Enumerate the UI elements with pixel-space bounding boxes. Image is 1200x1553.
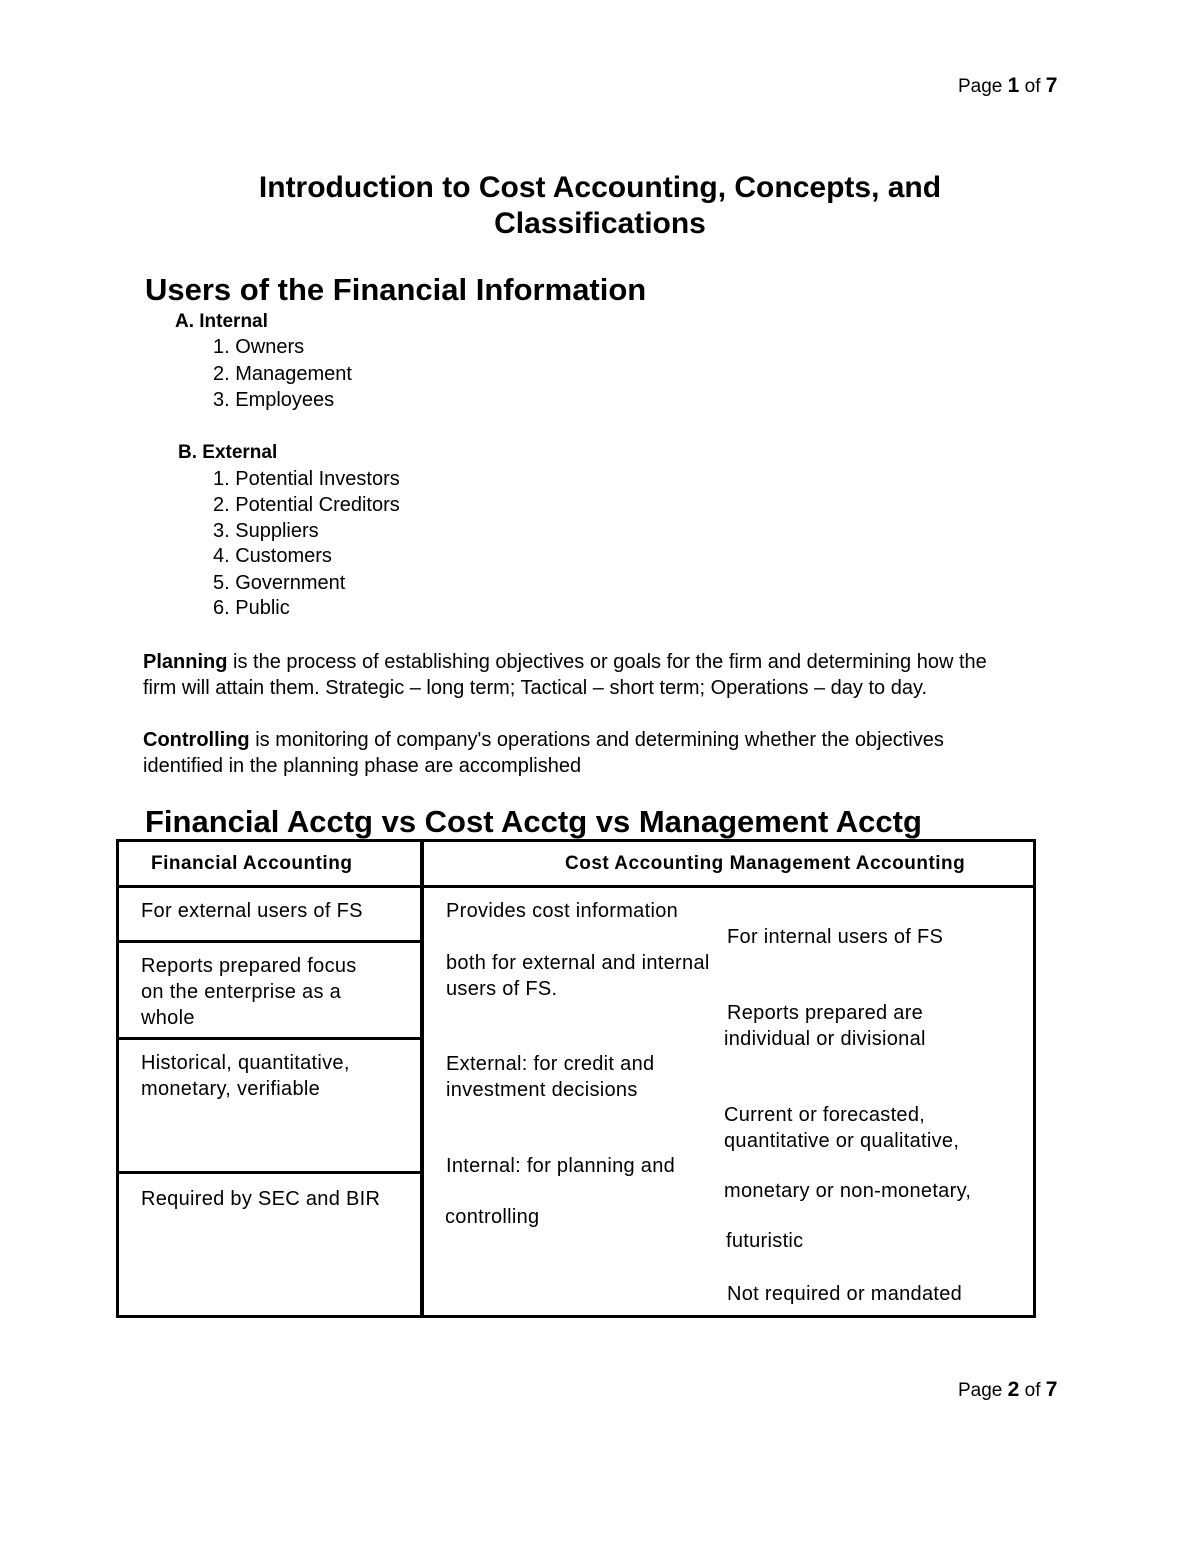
document-title: Introduction to Cost Accounting, Concepts, and Classifications	[258, 171, 942, 240]
external-item-2: 2. Potential Creditors	[213, 494, 400, 516]
internal-item-2: 2. Management	[213, 363, 352, 385]
internal-item-1: 1. Owners	[213, 336, 305, 358]
mgmt-line-6: monetary or non-monetary,	[724, 1180, 972, 1202]
external-item-1: 1. Potential Investors	[213, 468, 400, 490]
row-divider-3	[116, 1171, 422, 1174]
external-item-4: 4. Customers	[213, 545, 332, 567]
financial-cell-3: Historical, quantitative, monetary, verifiable	[141, 1052, 350, 1100]
cost-line-3: users of FS.	[446, 978, 558, 1000]
mgmt-line-2: Reports prepared are	[727, 1002, 924, 1024]
header-cost-management: Cost Accounting Management Accounting	[565, 853, 966, 874]
mgmt-line-8: Not required or mandated	[727, 1283, 963, 1305]
financial-cell-4: Required by SEC and BIR	[141, 1188, 381, 1210]
header-divider	[116, 885, 1036, 888]
external-item-3: 3. Suppliers	[213, 520, 319, 542]
mgmt-line-7: futuristic	[726, 1230, 804, 1252]
external-item-5: 5. Government	[213, 572, 346, 594]
external-label: B. External	[178, 442, 278, 463]
internal-label: A. Internal	[175, 311, 268, 332]
mgmt-line-4: Current or forecasted,	[724, 1104, 926, 1126]
financial-cell-1: For external users of FS	[141, 900, 363, 922]
column-divider	[420, 839, 424, 1318]
users-heading: Users of the Financial Information	[145, 272, 647, 307]
external-item-6: 6. Public	[213, 597, 290, 619]
internal-item-3: 3. Employees	[213, 389, 335, 411]
controlling-paragraph: Controlling is monitoring of company's operations and determining whether the objectives identified in the planning phase are accomplished	[143, 729, 944, 777]
page-number-bottom: Page 2 of 7	[958, 1378, 1058, 1401]
cost-line-7: controlling	[445, 1206, 540, 1228]
mgmt-line-1: For internal users of FS	[727, 926, 944, 948]
comparison-heading: Financial Acctg vs Cost Acctg vs Management Acctg	[145, 804, 922, 839]
cost-line-6: Internal: for planning and	[446, 1155, 676, 1177]
page-number-top: Page 1 of 7	[958, 74, 1058, 97]
row-divider-2	[116, 1037, 422, 1040]
financial-cell-2: Reports prepared focus on the enterprise as a whole	[141, 955, 357, 1029]
mgmt-line-5: quantitative or qualitative,	[724, 1130, 960, 1152]
row-divider-1	[116, 940, 422, 943]
cost-line-1: Provides cost information	[446, 900, 679, 922]
cost-line-4: External: for credit and	[446, 1053, 655, 1075]
planning-paragraph: Planning is the process of establishing objectives or goals for the firm and determining how the firm will attain them. Strategic – long term; Tactical – short term; Operations – day to day.	[143, 651, 987, 699]
header-financial: Financial Accounting	[151, 853, 353, 874]
cost-line-5: investment decisions	[446, 1079, 638, 1101]
mgmt-line-3: individual or divisional	[724, 1028, 926, 1050]
cost-line-2: both for external and internal	[446, 952, 710, 974]
